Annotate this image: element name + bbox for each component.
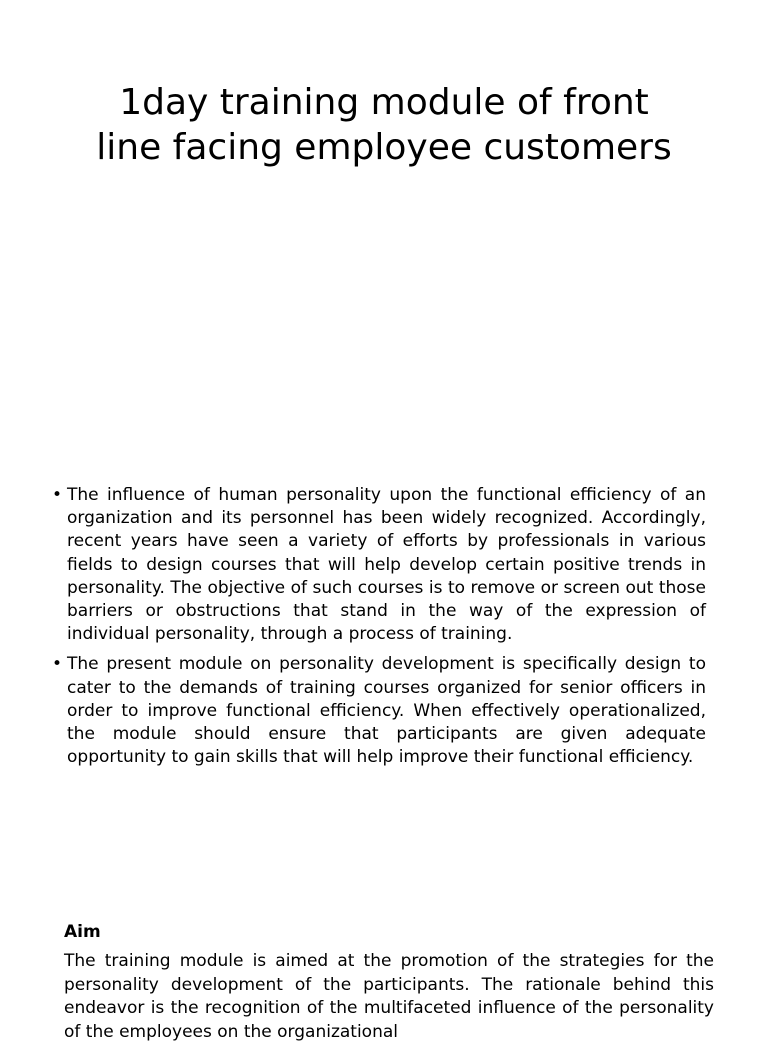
bullet-text: The present module on personality development is specifically design to cater to the demands of training courses organized for senior officers in order to improve functional efficiency. When effectively operationalized, the module should ensure that participants are given adequate opportunity to gain skills that will help improve their functional efficiency. xyxy=(67,654,706,768)
document-title: 1day training module of front line facing employee customers xyxy=(96,82,672,168)
aim-paragraph: The training module is aimed at the promotion of the strategies for the personality development of the participants. The rationale behind this endeavor is the recognition of the multifaceted influence of the personality of the employees on the organizational xyxy=(64,951,714,1042)
bullet-text: The influence of human personality upon the functional efficiency of an organization and its personnel has been widely recognized. Accordingly, recent years have seen a variety of efforts by professionals in various fields to design courses that will help develop certain positive trends in personality. The objective of such courses is to remove or screen out those barriers or obstructions that stand in the way of the expression of individual personality, through a process of training. xyxy=(67,485,706,645)
bullet-marker: • xyxy=(52,654,63,675)
bullet-item xyxy=(52,484,706,646)
aim-heading: Aim xyxy=(64,922,101,942)
bullet-marker: • xyxy=(52,485,63,505)
bullet-list xyxy=(52,484,706,776)
bullet-item xyxy=(52,653,706,769)
